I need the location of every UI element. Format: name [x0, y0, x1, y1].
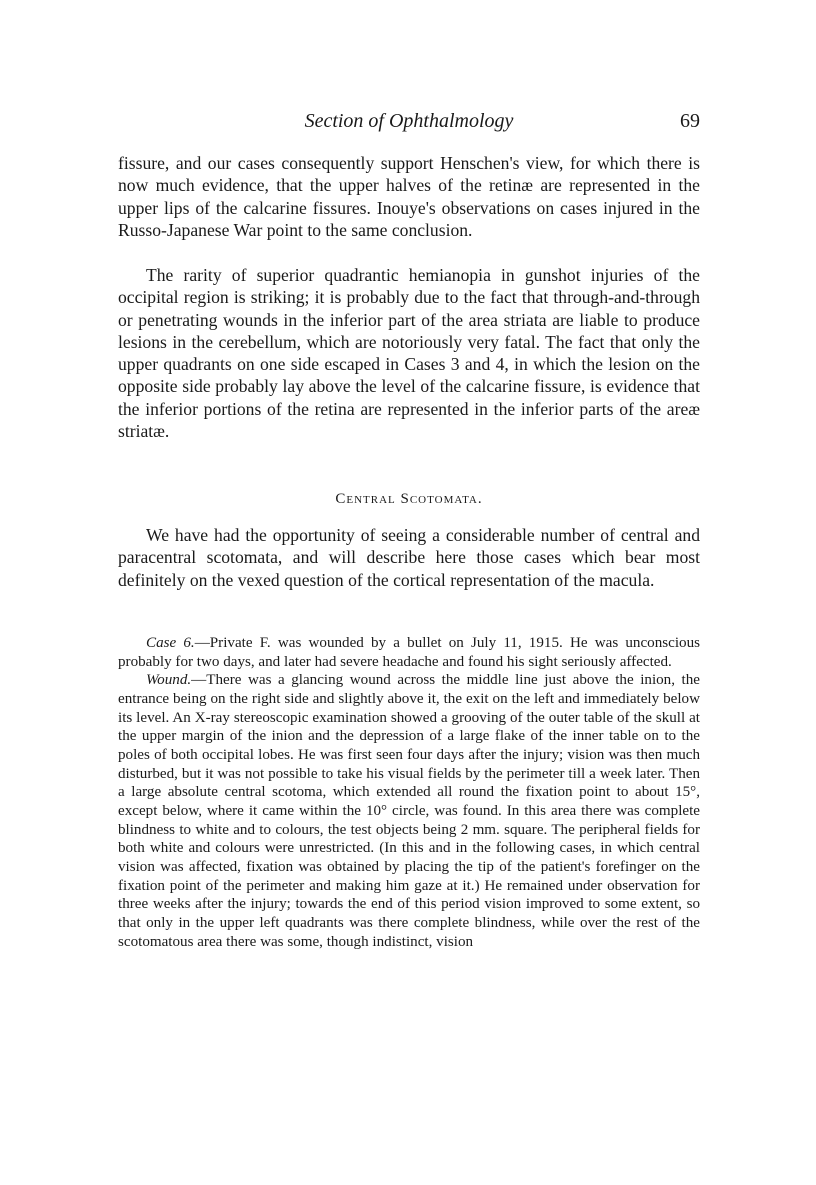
paragraph-2 [118, 264, 700, 442]
page-number: 69 [680, 110, 700, 132]
paragraph-1 [118, 152, 700, 241]
paragraph-3-text: We have had the opportunity of seeing a considerable number of central and paracentral scotomata, and will describe here those cases which bear most definitely on the vexed question of the cortical representation of the macula. [118, 525, 700, 590]
running-title: Section of Ophthalmology [304, 110, 514, 132]
case-6-text: —Private F. was wounded by a bullet on July 11, 1915. He was unconscious probably for two days, and later had severe headache and found his sight seriously affected. [118, 635, 700, 670]
case-6-label: Case 6. [146, 635, 195, 651]
section-heading: Central Scotomata. [335, 491, 483, 507]
paragraph-1-text: fissure, and our cases consequently support Henschen's view, for which there is now much evidence, that the upper halves of the retinæ are represented in the upper lips of the calcarine fissures. Inouye's observations on cases injured in the Russo-Japanese War point to the same conclusion. [118, 153, 700, 240]
case-6-report [118, 634, 700, 951]
paragraph-2-text: The rarity of superior quadrantic hemianopia in gunshot injuries of the occipital region is striking; it is probably due to the fact that through-and-through or penetrating wounds in the inferior part of the area striata are liable to produce lesions in the cerebellum, which are notoriously very fatal. The fact that only the upper quadrants on one side escaped in Cases 3 and 4, in which the lesion on the opposite side probably lay above the level of the calcarine fissure, is evidence that the inferior portions of the retina are represented in the inferior parts of the areæ striatæ. [118, 265, 700, 442]
paragraph-3 [118, 524, 700, 591]
case-6-intro [118, 634, 700, 671]
wound-label: Wound. [146, 672, 192, 689]
page-header [118, 110, 700, 138]
wound-text: —There was a glancing wound across the middle line just above the inion, the entrance being on the right side and slightly above it, the exit on the left and immediately below its level. An X-ray stereoscopic examination showed a grooving of the outer table of the skull at the upper margin of the inion and the depression of a large flake of the inner table on to the poles of both occipital lobes. He was first seen four days after the injury; vision was then much disturbed, but it was not possible to take his visual fields by the perimeter till a week later. Then a large absolute central scotoma, which extended all round the fixation point to about 15°, except below, where it came within the 10° circle, was found. In this area there was complete blindness to white and to colours, the test objects being 2 mm. square. The peripheral fields for both white and colours were unrestricted. (In this and in the following cases, in which central vision was affected, fixation was obtained by placing the tip of the patient's forefinger on the fixation point of the perimeter and making him gaze at it.) He remained under observation for three weeks after the injury; towards the end of this period vision improved to some extent, so that only in the upper left quadrants was there complete blindness, while over the rest of the scotomatous area there was some, though indistinct, vision [118, 672, 700, 950]
case-6-wound [118, 671, 700, 951]
